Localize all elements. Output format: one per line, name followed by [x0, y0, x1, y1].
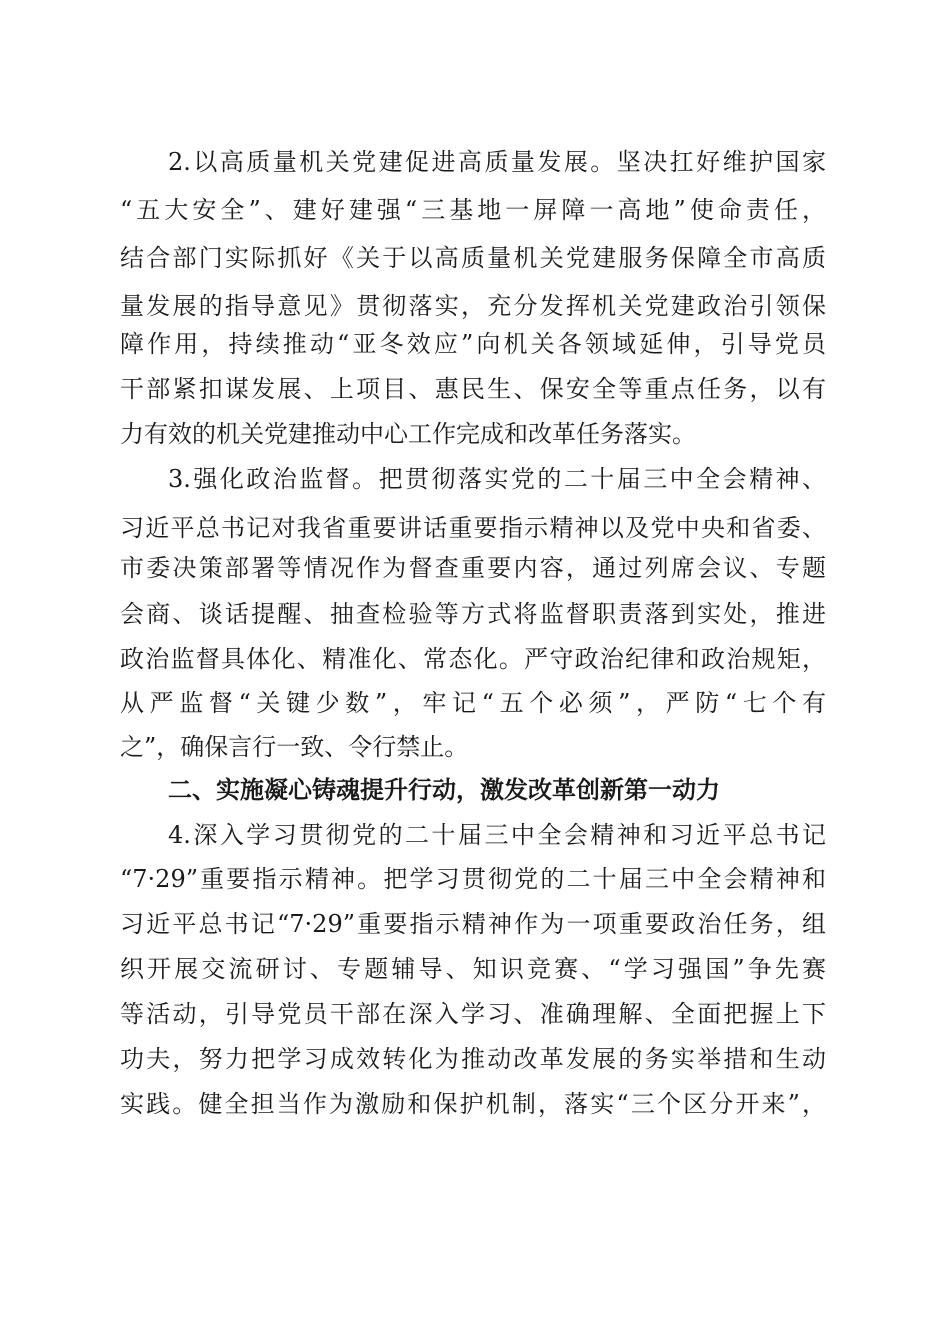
paragraph-item-3-line-4: 会商、谈话提醒、抽查检验等方式将监督职责落到实处，推进: [120, 600, 826, 628]
paragraph-item-4-line-6: 功夫，努力把学习成效转化为推动改革发展的务实举措和生动: [120, 1045, 826, 1073]
paragraph-item-2-line-1: 2.以高质量机关党建促进高质量发展。坚决扛好维护国家: [168, 148, 826, 176]
paragraph-item-4-line-2: “7·29”重要指示精神。把学习贯彻党的二十届三中全会精神和: [120, 865, 826, 893]
paragraph-item-3-line-2: 习近平总书记对我省重要讲话重要指示精神以及党中央和省委、: [120, 514, 826, 542]
paragraph-item-4-line-1: 4.深入学习贯彻党的二十届三中全会精神和习近平总书记: [168, 821, 826, 849]
paragraph-item-4-line-3: 习近平总书记“7·29”重要指示精神作为一项重要政治任务，组: [120, 910, 826, 938]
paragraph-item-3-line-7: 之”，确保言行一致、令行禁止。: [120, 733, 469, 761]
section-heading: 二、实施凝心铸魂提升行动，激发改革创新第一动力: [168, 776, 720, 804]
paragraph-item-4-line-5: 等活动，引导党员干部在深入学习、准确理解、全面把握上下: [120, 1000, 826, 1028]
paragraph-item-4-line-4: 织开展交流研讨、专题辅导、知识竞赛、“学习强国”争先赛: [120, 955, 826, 983]
paragraph-item-3-line-5: 政治监督具体化、精准化、常态化。严守政治纪律和政治规矩，: [120, 645, 826, 673]
paragraph-item-3-line-1: 3.强化政治监督。把贯彻落实党的二十届三中全会精神、: [168, 465, 826, 493]
paragraph-item-2-line-6: 干部紧扣谋发展、上项目、惠民生、保安全等重点任务，以有: [120, 375, 826, 403]
paragraph-item-3-line-3: 市委决策部署等情况作为督查重要内容，通过列席会议、专题: [120, 554, 826, 582]
paragraph-item-2-line-4: 量发展的指导意见》贯彻落实，充分发挥机关党建政治引领保: [120, 292, 826, 320]
paragraph-item-2-line-7: 力有效的机关党建推动中心工作完成和改革任务落实。: [120, 420, 696, 448]
paragraph-item-2-line-5: 障作用，持续推动“亚冬效应”向机关各领域延伸，引导党员: [120, 330, 826, 358]
paragraph-item-4-line-7: 实践。健全担当作为激励和保护机制，落实“三个区分开来”，: [120, 1090, 826, 1118]
paragraph-item-2-line-3: 结合部门实际抓好《关于以高质量机关党建服务保障全市高质: [120, 244, 826, 272]
paragraph-item-3-line-6: 从严监督“关键少数”，牢记“五个必须”，严防“七个有: [120, 689, 826, 717]
paragraph-item-2-line-2: “五大安全”、建好建强“三基地一屏障一高地”使命责任，: [120, 196, 826, 224]
